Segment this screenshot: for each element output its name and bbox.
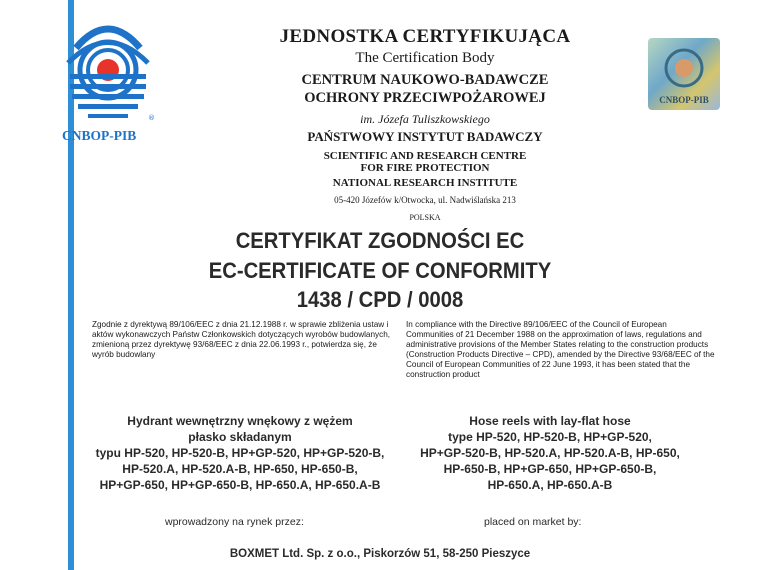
placed-on-market-en: placed on market by:	[484, 516, 582, 528]
hologram-text: CNBOP-PIB	[659, 95, 709, 105]
product-en-line: Hose reels with lay-flat hose	[469, 414, 631, 428]
product-en-line: HP-650-B, HP+GP-650, HP+GP-650-B,	[443, 462, 657, 476]
placed-on-market-pl: wprowadzony na rynek przez:	[165, 516, 304, 528]
certificate-number: 1438 / CPD / 0008	[296, 287, 464, 312]
product-en-line: HP-650.A, HP-650.A-B	[487, 478, 613, 492]
product-description-en	[395, 413, 705, 493]
header-patron: im. Józefa Tuliszkowskiego	[360, 112, 490, 126]
compliance-paragraph-pl: Zgodnie z dyrektywą 89/106/EEC z dnia 21.12.1988 r. w sprawie zbliżenia ustaw i aktów wykonawczych Państw Członkowskich dotyczących wyrobów budowlanych, zmienioną przez dyrektywę 93/68/EEC z dnia 22.06.1993 r., potwierdza się, że wyrób budowlany	[92, 320, 391, 359]
certificate-title-en: EC-CERTIFICATE OF CONFORMITY	[208, 258, 552, 283]
product-pl-line: HP+GP-650, HP+GP-650-B, HP-650.A, HP-650.A-B	[99, 478, 381, 492]
header-certification-body: The Certification Body	[355, 50, 495, 66]
product-en-line: type HP-520, HP-520-B, HP+GP-520,	[448, 430, 652, 444]
logo-text: CNBOP-PIB	[62, 128, 137, 143]
product-description-pl	[85, 413, 395, 493]
header-centre-en-2: FOR FIRE PROTECTION	[360, 162, 490, 174]
header-certification-unit: JEDNOSTKA CERTYFIKUJĄCA	[279, 26, 571, 47]
header-institute-pl: PAŃSTWOWY INSTYTUT BADAWCZY	[307, 129, 543, 144]
header-institute-en: NATIONAL RESEARCH INSTITUTE	[332, 177, 518, 189]
header-address: 05-420 Józefów k/Otwocka, ul. Nadwiślańska 213	[334, 195, 516, 205]
header-centre-en-1: SCIENTIFIC AND RESEARCH CENTRE	[323, 150, 527, 162]
product-pl-line: Hydrant wewnętrzny wnękowy z wężem	[127, 414, 353, 428]
header-country: POLSKA	[409, 213, 441, 222]
product-en-line: HP+GP-520-B, HP-520.A, HP-520.A-B, HP-650,	[420, 446, 680, 460]
header-centre-pl-2: OCHRONY PRZECIWPOŻAROWEJ	[304, 90, 546, 106]
manufacturer-name: BOXMET Ltd. Sp. z o.o., Piskorzów 51, 58-250 Pieszyce	[229, 548, 531, 560]
registered-mark: ®	[148, 114, 155, 122]
header-centre-pl-1: CENTRUM NAUKOWO-BADAWCZE	[301, 72, 549, 88]
product-pl-line: płasko składanym	[188, 430, 292, 444]
certificate-title-pl: CERTYFIKAT ZGODNOŚCI EC	[235, 228, 525, 253]
compliance-paragraph-en: In compliance with the Directive 89/106/EEC of the Council of European Communities of 21 December 1988 on the approximation of laws, regulations and administrative provisions of the Member States relating to the construction products (Construction Products Directive – CPD), amended by the Directive 93/68/EEC of the Council of European Communities of 22 June 1993, it has been stated that the construction product	[406, 320, 715, 379]
product-pl-line: HP-520.A, HP-520.A-B, HP-650, HP-650-B,	[122, 462, 358, 476]
product-pl-line: typu HP-520, HP-520-B, HP+GP-520, HP+GP-520-B,	[95, 446, 385, 460]
